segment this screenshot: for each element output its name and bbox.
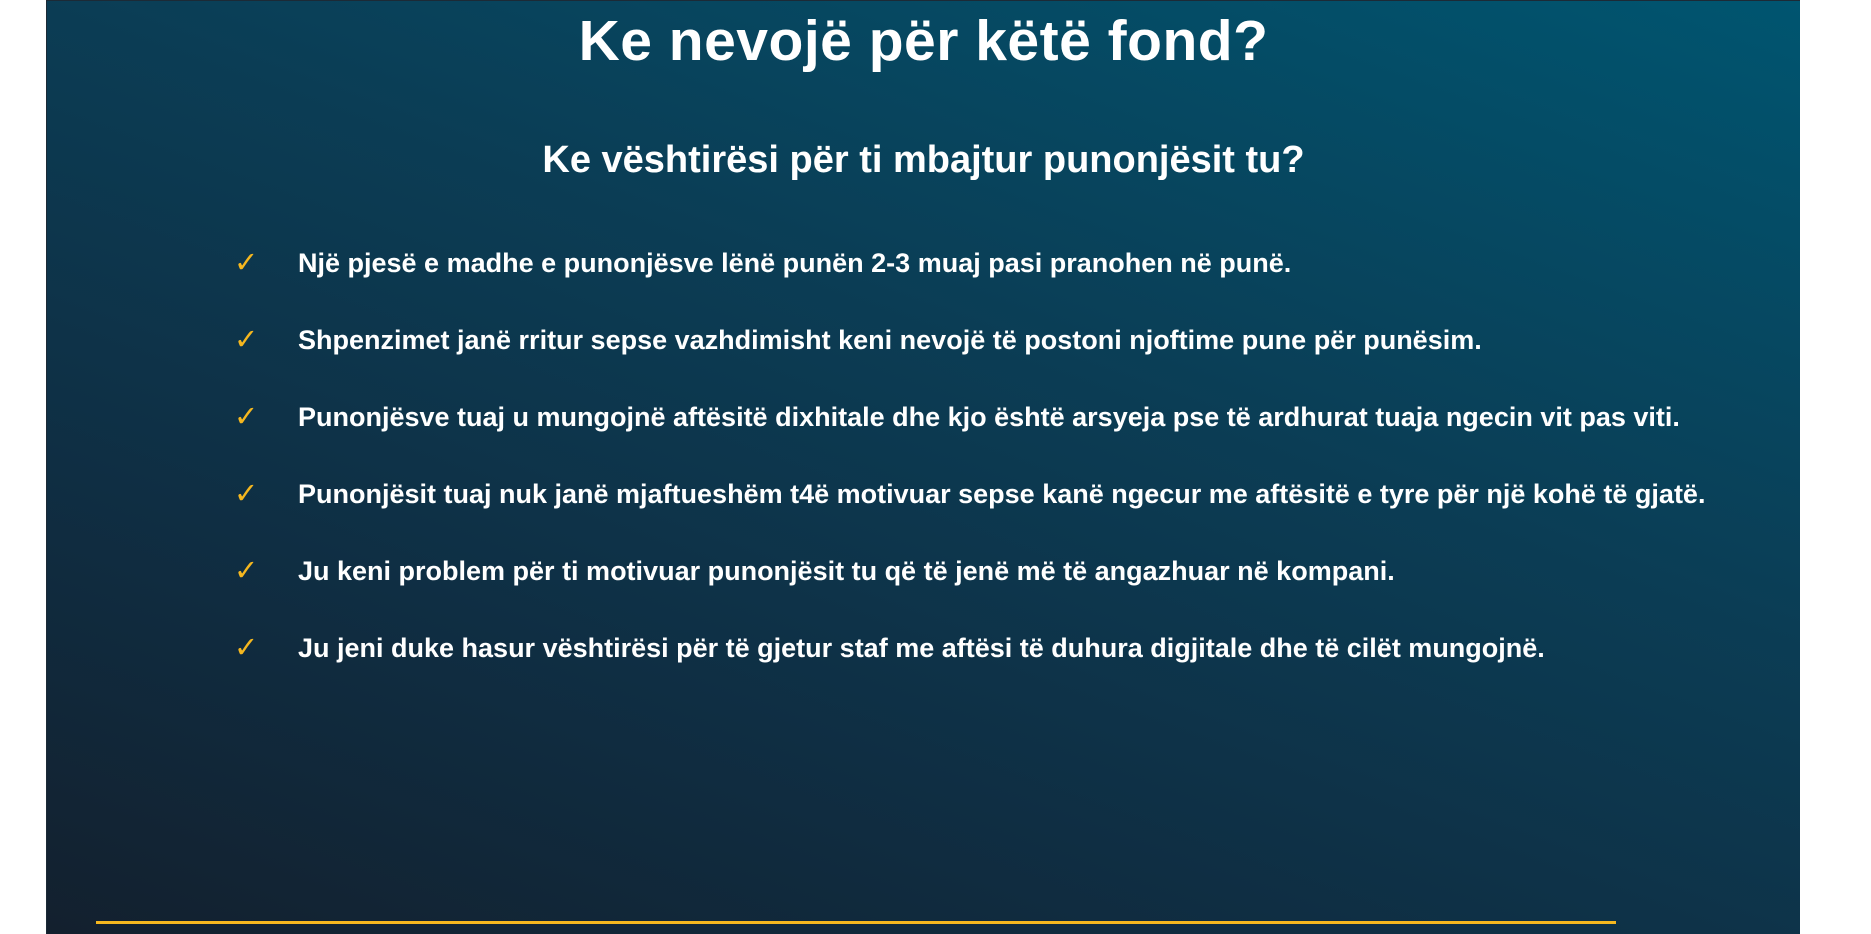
list-item-text: Një pjesë e madhe e punonjësve lënë punën 2-3 muaj pasi pranohen në punë. [298,248,1292,278]
list-item-text: Punonjësit tuaj nuk janë mjaftueshëm t4ë motivuar sepse kanë ngecur me aftësitë e tyre për një kohë të gjatë. [298,479,1706,509]
slide-panel [46,0,1800,934]
list-item-text: Punonjësve tuaj u mungojnë aftësitë dixhitale dhe kjo është arsyeja pse të ardhurat tuaja ngecin vit pas viti. [298,402,1680,432]
list-item [234,321,1779,359]
list-item-text: Ju jeni duke hasur vështirësi për të gjetur staf me aftësi të duhura digjitale dhe të cilët mungojnë. [298,633,1545,663]
list-item [234,629,1779,667]
checkmark-icon: ✓ [234,553,259,587]
list-item [234,244,1779,282]
list-item [234,552,1779,590]
list-item [234,398,1779,436]
checkmark-icon: ✓ [234,399,259,433]
checkmark-icon: ✓ [234,322,259,356]
accent-divider [96,921,1616,924]
checkmark-icon: ✓ [234,476,259,510]
list-item-text: Ju keni problem për ti motivuar punonjësit tu që të jenë më të angazhuar në kompani. [298,556,1395,586]
list-item [234,475,1779,513]
checkmark-icon: ✓ [234,245,259,279]
list-item-text: Shpenzimet janë rritur sepse vazhdimisht keni nevojë të postoni njoftime pune për punësim. [298,325,1482,355]
checkmark-icon: ✓ [234,630,259,664]
bullet-list [234,244,1779,706]
slide-title: Ke nevojë për këtë fond? [578,9,1269,73]
slide-subtitle: Ke vështirësi për ti mbajtur punonjësit tu? [542,139,1305,181]
